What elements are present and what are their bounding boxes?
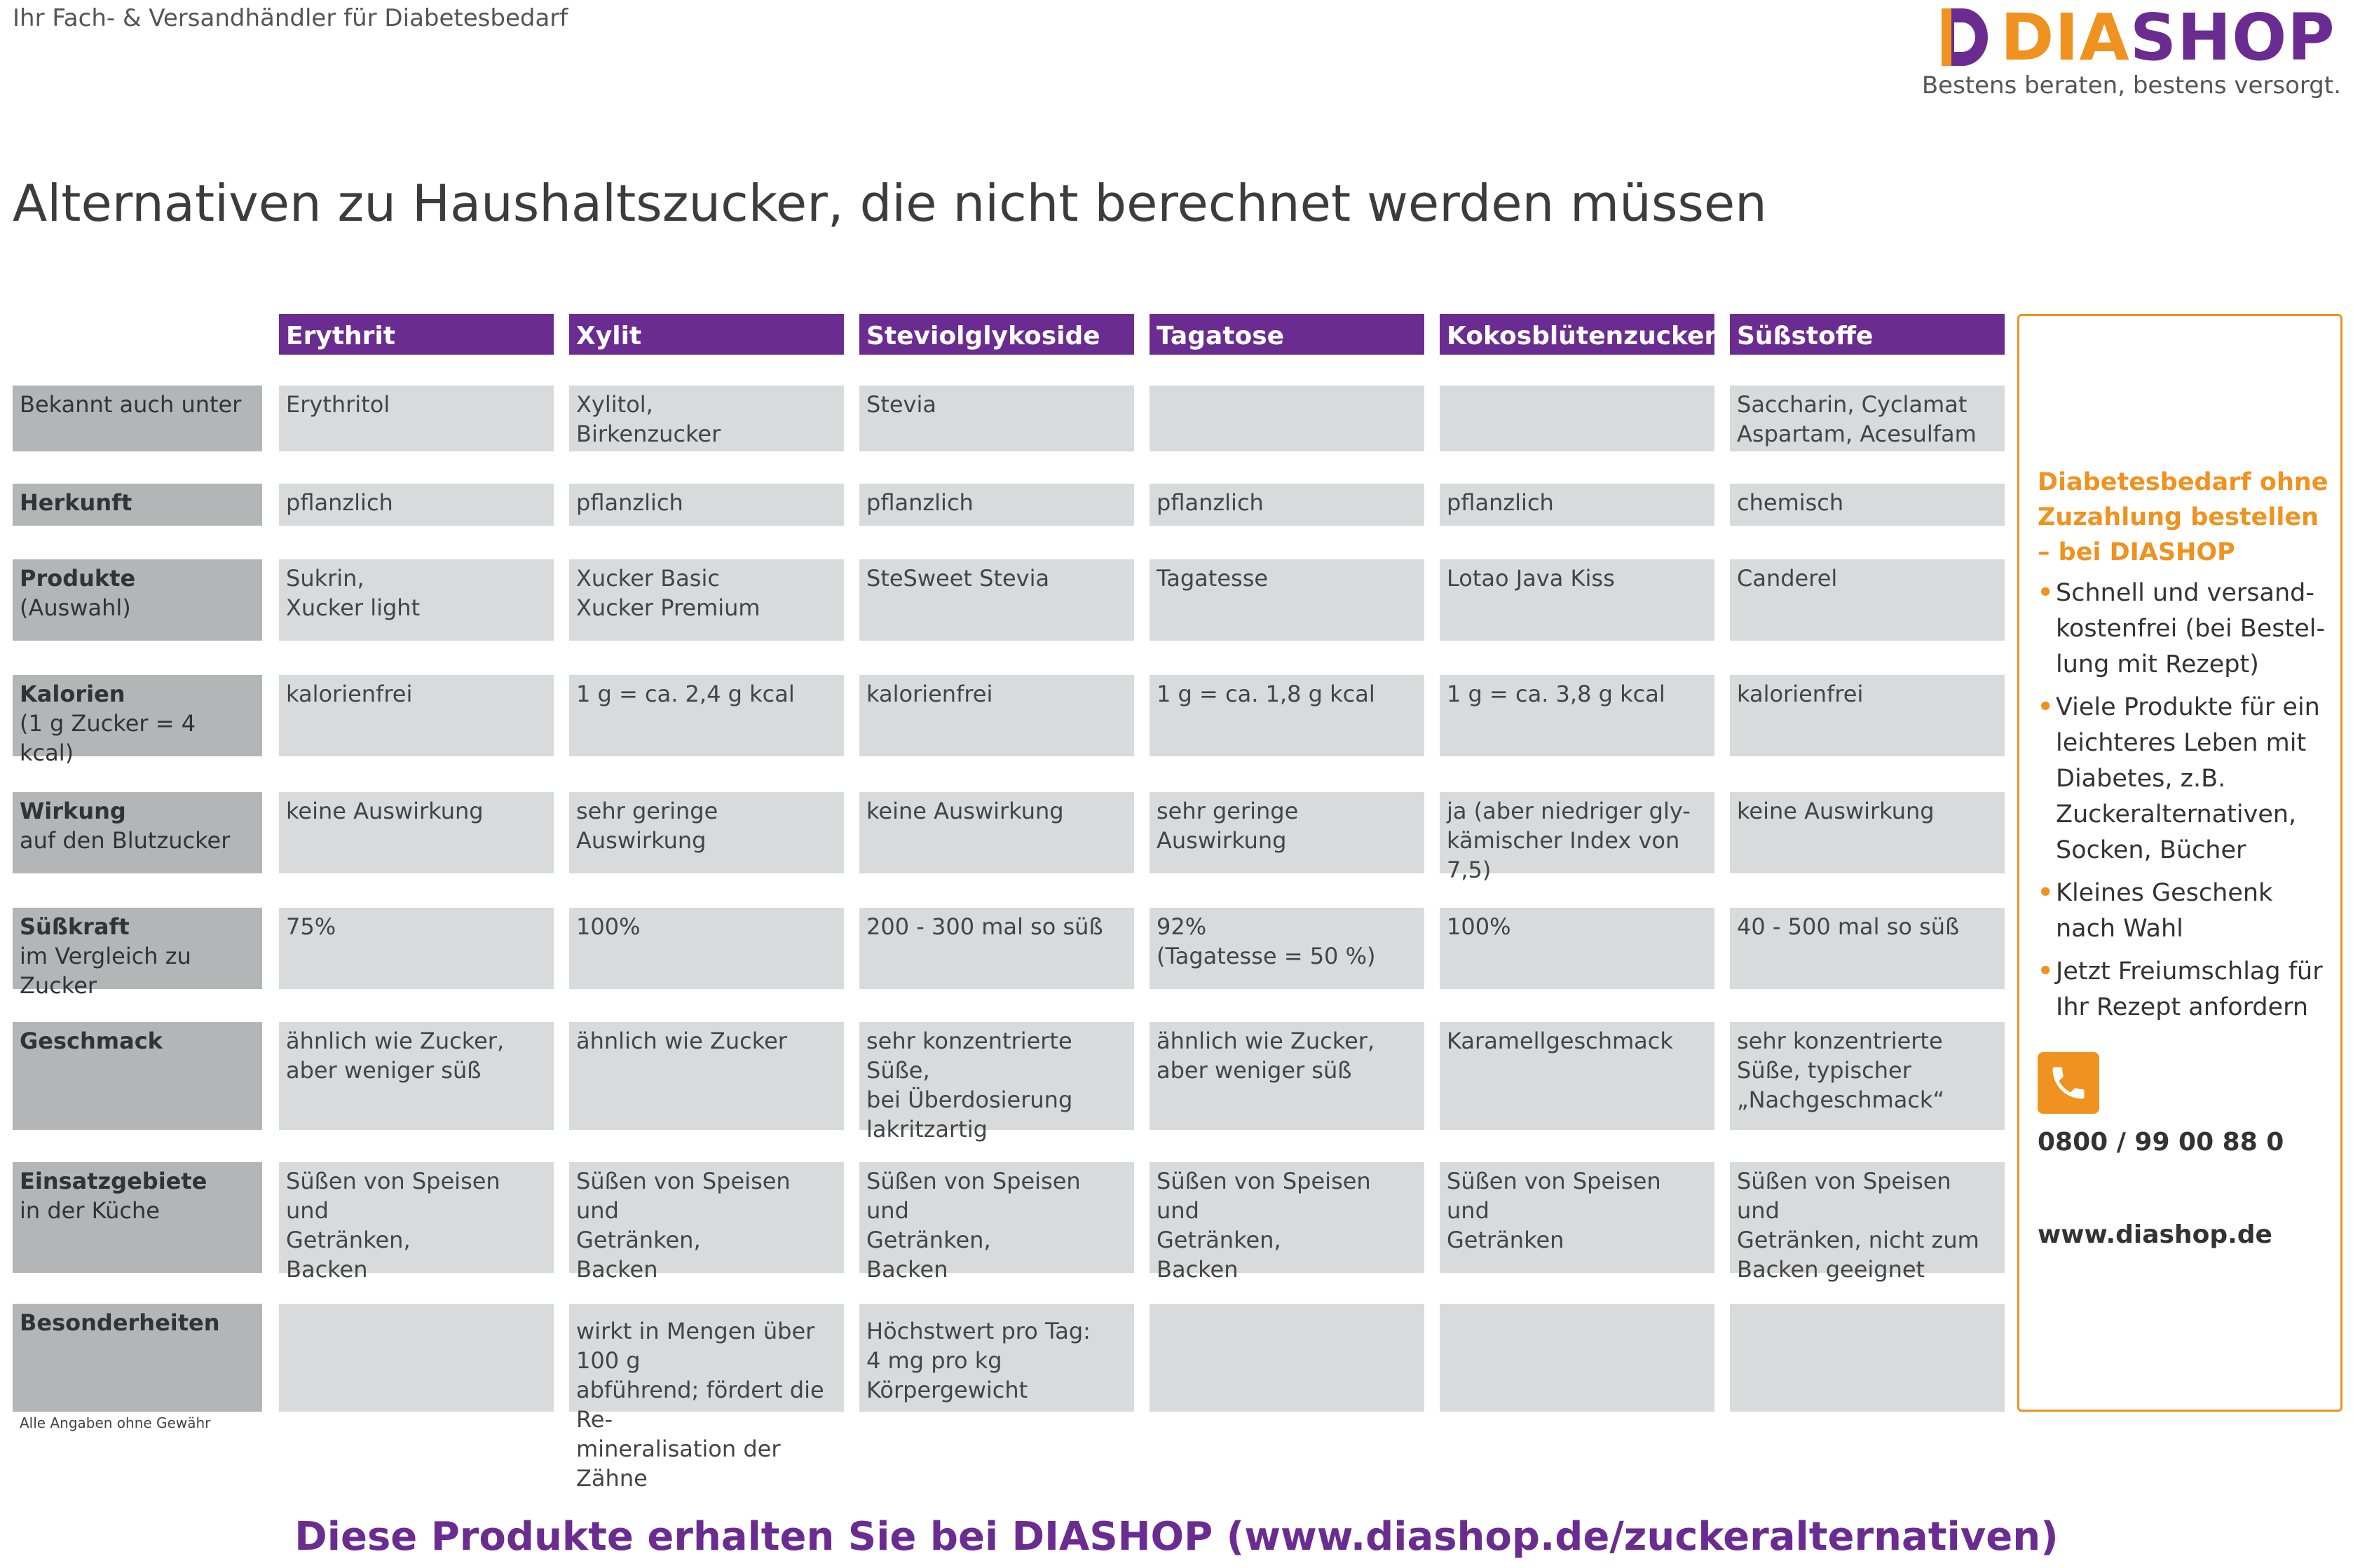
disclaimer: Alle Angaben ohne Gewähr [20, 1414, 211, 1431]
table-cell: 75% [279, 908, 554, 989]
table-cell [1150, 386, 1424, 451]
table-cell: Süßen von Speisen und Getränken, Backen [569, 1162, 844, 1273]
table-cell: Tagatesse [1150, 559, 1424, 641]
table-cell: Süßen von Speisen und Getränken [1440, 1162, 1714, 1273]
row-label-besonderheiten: Besonderheiten [13, 1304, 262, 1412]
table-cell: Xucker Basic Xucker Premium [569, 559, 844, 641]
row-label-produkte: Produkte (Auswahl) [13, 559, 262, 641]
table-cell [279, 1304, 554, 1412]
table-cell [1150, 1304, 1424, 1412]
table-cell: SteSweet Stevia [859, 559, 1134, 641]
table-cell: Süßen von Speisen und Getränken, Backen [1150, 1162, 1424, 1273]
table-cell: sehr geringe Auswirkung [1150, 792, 1424, 873]
table-cell: 1 g = ca. 2,4 g kcal [569, 675, 844, 756]
table-cell: sehr konzentrierte Süße, bei Überdosierung lakritzartig [859, 1022, 1134, 1130]
page-title: Alternativen zu Haushaltszucker, die nicht berechnet werden müssen [13, 174, 1767, 233]
table-cell: Süßen von Speisen und Getränken, Backen [279, 1162, 554, 1273]
table-cell: Erythritol [279, 386, 554, 451]
table-cell: Stevia [859, 386, 1134, 451]
promo-bullet: • Jetzt Freiumschlag für Ihr Rezept anfordern [2038, 957, 2323, 1021]
table-cell: 92% (Tagatesse = 50 %) [1150, 908, 1424, 989]
promo-bullet: • Schnell und versand-kostenfrei (bei Bestel-lung mit Rezept) [2038, 579, 2326, 679]
column-header-suessstoffe: Süßstoffe [1730, 314, 2005, 355]
table-cell: Süßen von Speisen und Getränken, Backen [859, 1162, 1134, 1273]
table-cell: sehr konzentrierte Süße, typischer „Nachgeschmack“ [1730, 1022, 2005, 1130]
column-header-steviolglykoside: Steviolglykoside [859, 314, 1134, 355]
row-label-bekannt: Bekannt auch unter [13, 386, 262, 451]
table-cell: pflanzlich [859, 484, 1134, 526]
footer-banner[interactable]: Diese Produkte erhalten Sie bei DIASHOP (www.diashop.de/zuckeralternativen) [294, 1514, 2059, 1560]
table-cell: Karamellgeschmack [1440, 1022, 1714, 1130]
table-cell: Sukrin, Xucker light [279, 559, 554, 641]
promo-box [2017, 314, 2342, 1412]
table-cell: keine Auswirkung [1730, 792, 2005, 873]
row-label-geschmack: Geschmack [13, 1022, 262, 1130]
row-label-herkunft: Herkunft [13, 484, 262, 526]
logo-wordmark: DIASHOP [2000, 0, 2335, 75]
table-cell: kalorienfrei [859, 675, 1134, 756]
row-label-wirkung: Wirkung auf den Blutzucker [13, 792, 262, 873]
table-cell: pflanzlich [279, 484, 554, 526]
table-cell: 40 - 500 mal so süß [1730, 908, 2005, 989]
phone-icon[interactable] [2038, 1052, 2099, 1114]
table-cell: ähnlich wie Zucker [569, 1022, 844, 1130]
table-cell: Süßen von Speisen und Getränken, nicht zum Backen geeignet [1730, 1162, 2005, 1273]
table-cell: sehr geringe Auswirkung [569, 792, 844, 873]
table-cell: 100% [1440, 908, 1714, 989]
table-cell: pflanzlich [1440, 484, 1714, 526]
table-cell [1440, 1304, 1714, 1412]
promo-title: Diabetesbedarf ohne Zuzahlung bestellen – bei DIASHOP [2038, 468, 2328, 566]
table-cell: pflanzlich [569, 484, 844, 526]
table-cell: 100% [569, 908, 844, 989]
table-cell: ähnlich wie Zucker, aber weniger süß [1150, 1022, 1424, 1130]
column-header-xylit: Xylit [569, 314, 844, 355]
table-cell: Lotao Java Kiss [1440, 559, 1714, 641]
table-cell: kalorienfrei [1730, 675, 2005, 756]
table-cell: Canderel [1730, 559, 2005, 641]
top-tagline: Ihr Fach- & Versandhändler für Diabetesbedarf [13, 4, 568, 32]
website-link[interactable]: www.diashop.de [2038, 1220, 2272, 1249]
row-label-einsatzgebiete: Einsatzgebiete in der Küche [13, 1162, 262, 1273]
table-cell: pflanzlich [1150, 484, 1424, 526]
promo-list [2038, 575, 2332, 1032]
table-cell: chemisch [1730, 484, 2005, 526]
table-cell: keine Auswirkung [859, 792, 1134, 873]
table-cell: ja (aber niedriger gly- kämischer Index von 7,5) [1440, 792, 1714, 873]
table-cell: wirkt in Mengen über 100 g abführend; fördert die Re- mineralisation der Zähne [569, 1304, 844, 1412]
diashop-logo[interactable] [1921, 0, 2341, 101]
table-cell [1440, 386, 1714, 451]
phone-number[interactable]: 0800 / 99 00 88 0 [2038, 1128, 2284, 1157]
table-cell: Höchstwert pro Tag: 4 mg pro kg Körpergewicht [859, 1304, 1134, 1412]
row-label-suesskraft: Süßkraft im Vergleich zu Zucker [13, 908, 262, 989]
column-header-erythrit: Erythrit [279, 314, 554, 355]
row-label-kalorien: Kalorien (1 g Zucker = 4 kcal) [13, 675, 262, 756]
table-cell [1730, 1304, 2005, 1412]
table-cell: ähnlich wie Zucker, aber weniger süß [279, 1022, 554, 1130]
promo-bullet: • Kleines Geschenk nach Wahl [2038, 879, 2273, 943]
diashop-logo-icon [1942, 8, 1988, 66]
table-cell: keine Auswirkung [279, 792, 554, 873]
table-cell: 200 - 300 mal so süß [859, 908, 1134, 989]
promo-bullet: • Viele Produkte für ein leichteres Leben mit Diabetes, z.B. Zuckeralternativen, Socken, Bücher [2038, 693, 2320, 864]
column-header-kokosbluetenzucker: Kokosblütenzucker [1440, 314, 1714, 355]
table-cell: 1 g = ca. 1,8 g kcal [1150, 675, 1424, 756]
table-cell: 1 g = ca. 3,8 g kcal [1440, 675, 1714, 756]
table-cell: kalorienfrei [279, 675, 554, 756]
logo-slogan: Bestens beraten, bestens versorgt. [1921, 71, 2341, 100]
table-cell: Saccharin, Cyclamat Aspartam, Acesulfam [1730, 386, 2005, 451]
table-cell: Xylitol, Birkenzucker [569, 386, 844, 451]
column-header-tagatose: Tagatose [1150, 314, 1424, 355]
